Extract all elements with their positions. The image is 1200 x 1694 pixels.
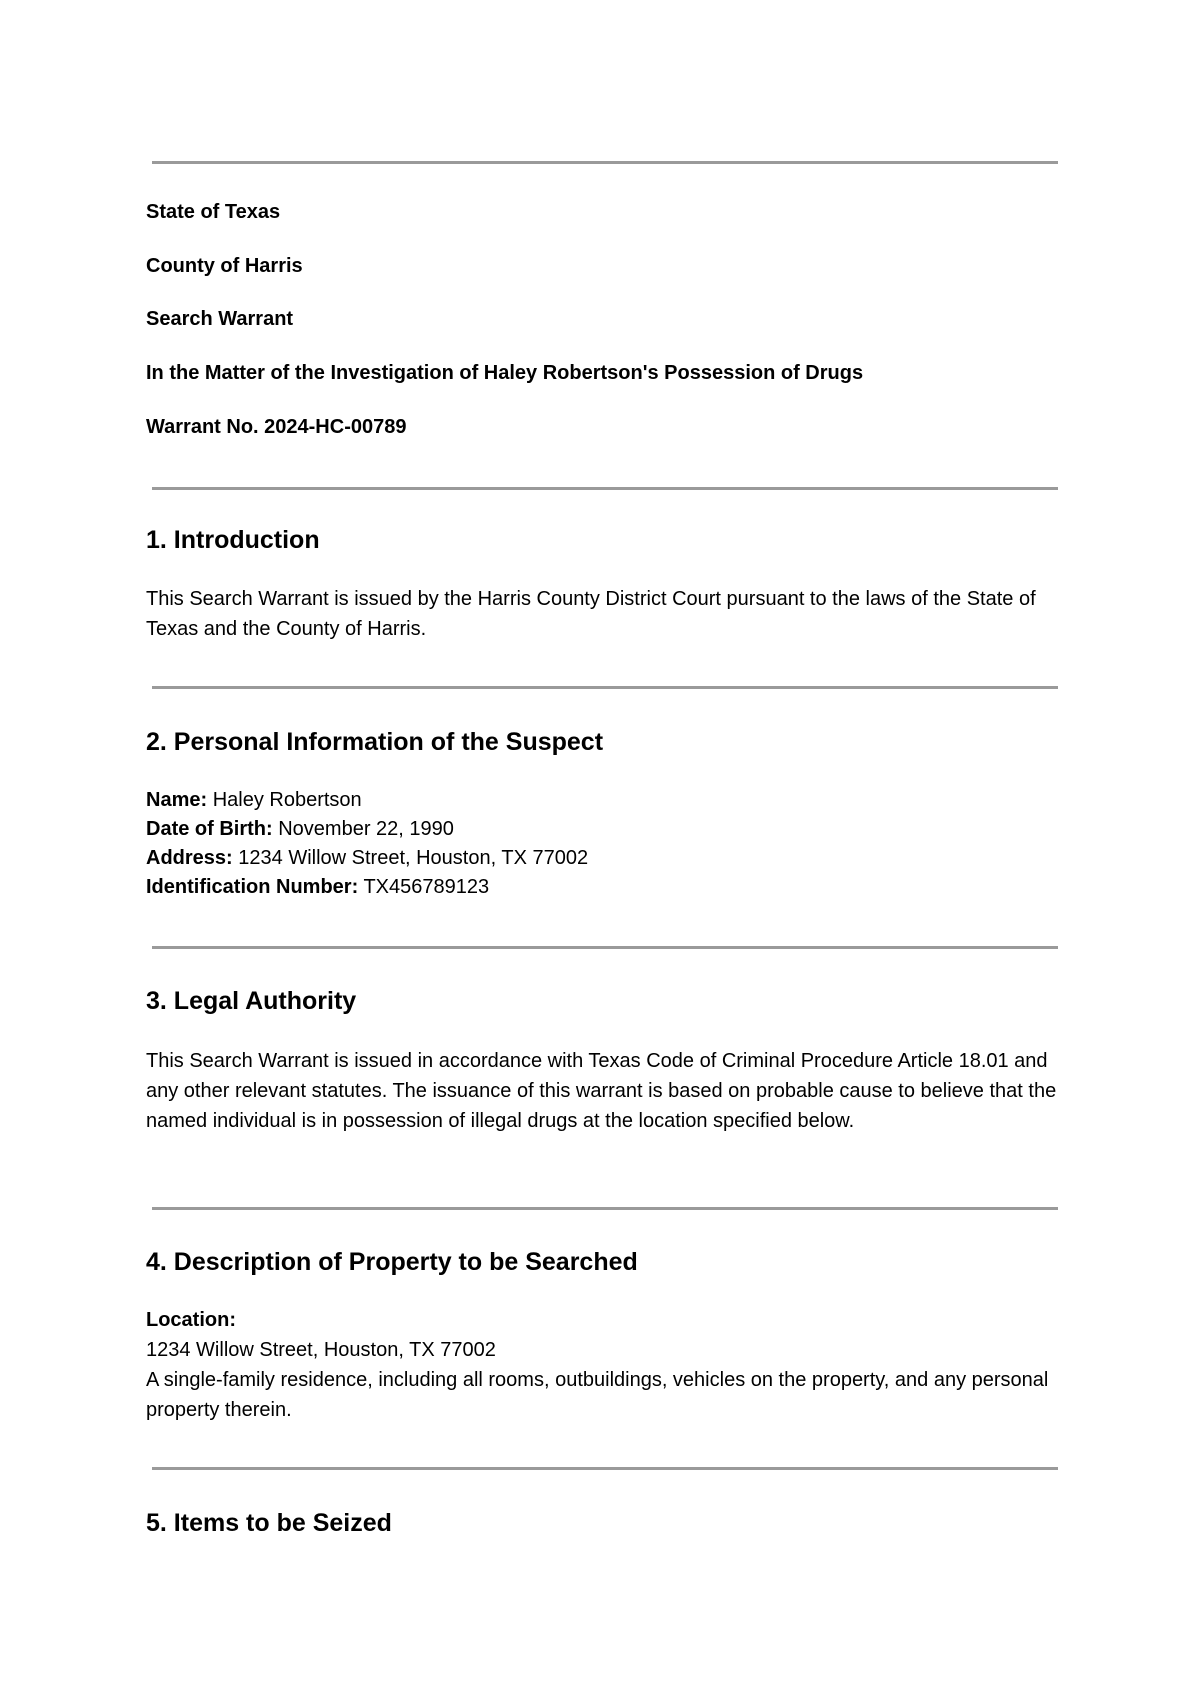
section-title-property: 4. Description of Property to be Searched — [146, 1248, 638, 1276]
field-label: Location: — [146, 1309, 236, 1331]
field-value: 1234 Willow Street, Houston, TX 77002 — [238, 847, 589, 869]
divider — [152, 686, 1058, 689]
field-name — [146, 786, 362, 815]
section-title-items-seized: 5. Items to be Seized — [146, 1509, 392, 1537]
introduction-text: This Search Warrant is issued by the Harris County District Court pursuant to the laws of the State of Texas and the County of Harris. — [146, 588, 1036, 640]
legal-authority-text: This Search Warrant is issued in accordance with Texas Code of Criminal Procedure Article 18.01 and any other relevant statutes. The issuance of this warrant is based on probable cause to believe that the named individual is in possession of illegal drugs at the location specified below. — [146, 1050, 1057, 1132]
section-title-legal-authority: 3. Legal Authority — [146, 987, 357, 1015]
field-value: TX456789123 — [363, 876, 490, 898]
divider — [152, 946, 1058, 949]
divider — [152, 1467, 1058, 1470]
section-title-introduction: 1. Introduction — [146, 526, 320, 554]
divider — [152, 161, 1058, 164]
matter-line: In the Matter of the Investigation of Haley Robertson's Possession of Drugs — [146, 362, 864, 384]
location-label — [146, 1306, 236, 1335]
county-line: County of Harris — [146, 255, 303, 277]
state-line: State of Texas — [146, 201, 281, 223]
field-label: Address: — [146, 847, 233, 869]
divider — [152, 1207, 1058, 1210]
property-description: A single-family residence, including all rooms, outbuildings, vehicles on the property, and any personal property therein. — [146, 1369, 1049, 1421]
field-value: Haley Robertson — [212, 789, 362, 811]
field-value: November 22, 1990 — [278, 818, 454, 840]
warrant-number: Warrant No. 2024-HC-00789 — [146, 416, 407, 438]
divider — [152, 487, 1058, 490]
document-type: Search Warrant — [146, 308, 294, 330]
section-title-personal-info: 2. Personal Information of the Suspect — [146, 728, 604, 756]
property-address: 1234 Willow Street, Houston, TX 77002 — [146, 1339, 496, 1361]
field-date-of-birth — [146, 815, 454, 844]
field-address — [146, 844, 588, 873]
field-identification-number — [146, 873, 489, 902]
field-label: Date of Birth: — [146, 818, 273, 840]
field-label: Identification Number: — [146, 876, 359, 898]
field-label: Name: — [146, 789, 208, 811]
